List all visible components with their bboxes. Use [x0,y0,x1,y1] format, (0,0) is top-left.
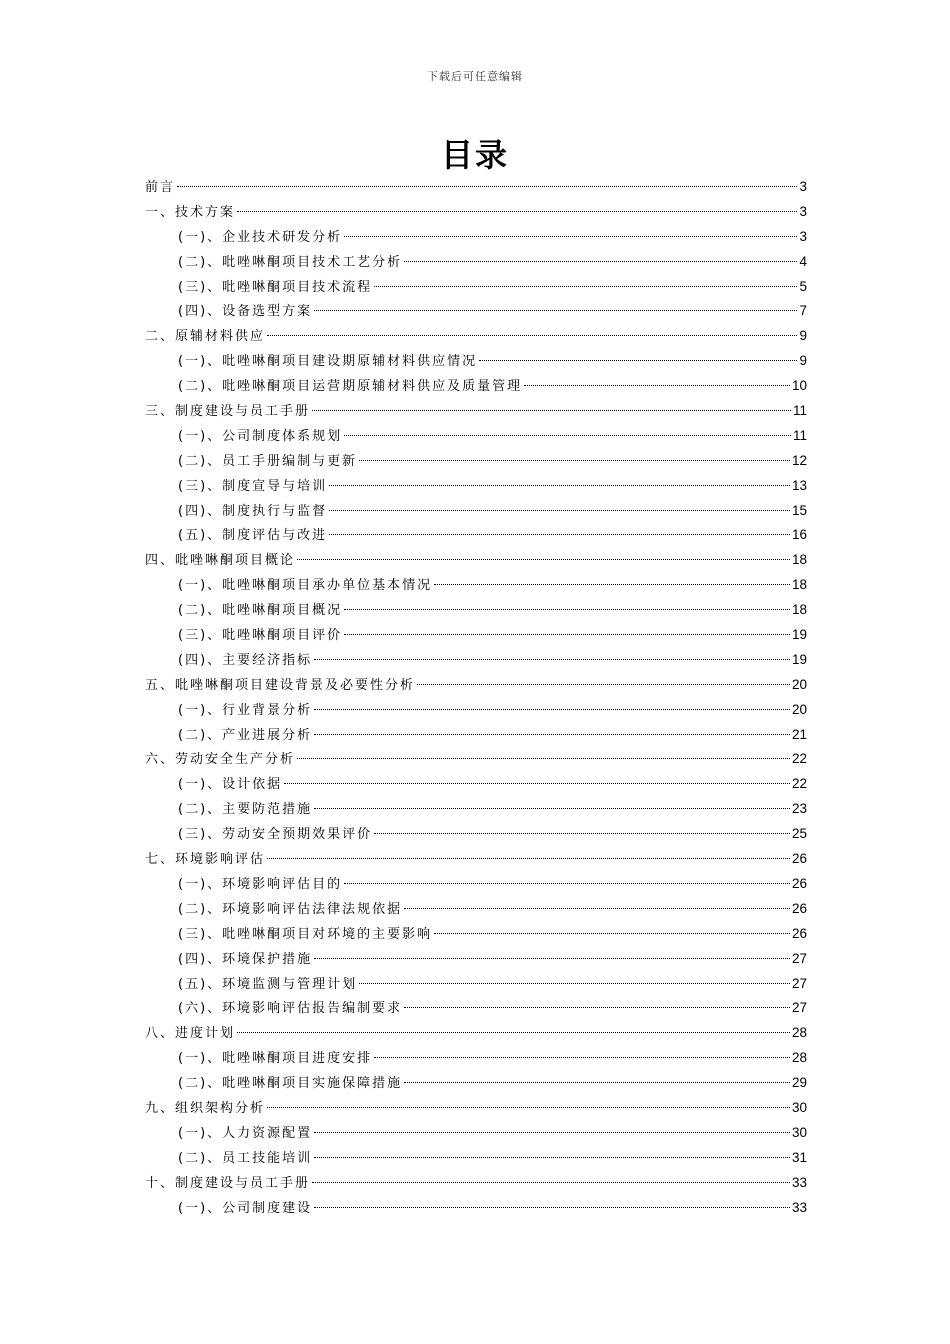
toc-entry-page-number: 31 [791,1149,807,1165]
toc-entry-page-number: 9 [799,353,807,369]
toc-entry-page-number: 20 [791,676,807,692]
toc-entry-page-number: 18 [791,552,807,568]
toc-subsection-entry[interactable] [145,450,807,475]
toc-section-entry[interactable] [145,400,807,425]
toc-entry-label: 四、吡唑啉酮项目概论 [145,553,296,569]
toc-entry-label: 前言 [145,180,176,195]
toc-subsection-entry[interactable] [145,1122,807,1147]
toc-entry-label: (四)、制度执行与监督 [178,503,328,519]
toc-dot-leader [314,808,790,809]
toc-dot-leader [404,908,790,909]
toc-entry-label: (五)、环境监测与管理计划 [178,976,358,992]
toc-entry-label: (一)、吡唑啉酮项目进度安排 [178,1051,373,1067]
toc-subsection-entry[interactable] [145,251,807,276]
toc-subsection-entry[interactable] [145,375,807,400]
toc-entry-label: 九、组织架构分析 [145,1100,266,1116]
toc-entry-label: 七、环境影响评估 [145,852,266,868]
toc-dot-leader [329,534,790,535]
toc-dot-leader [312,1182,790,1183]
toc-dot-leader [314,310,797,311]
toc-entry-label: 一、技术方案 [145,204,236,220]
toc-entry-page-number: 9 [799,328,807,344]
toc-dot-leader [329,510,790,511]
toc-entry-page-number: 33 [791,1174,807,1190]
toc-dot-leader [314,958,790,959]
toc-dot-leader [284,783,790,784]
toc-subsection-entry[interactable] [145,997,807,1022]
toc-subsection-entry[interactable] [145,276,807,301]
toc-entry-label: (一)、吡唑啉酮项目建设期原辅材料供应情况 [178,354,478,370]
toc-subsection-entry[interactable] [145,1047,807,1072]
toc-entry-page-number: 28 [791,1050,807,1066]
toc-entry-label: (三)、吡唑啉酮项目对环境的主要影响 [178,926,433,942]
toc-subsection-entry[interactable] [145,524,807,549]
toc-entry-label: (二)、主要防范措施 [178,802,313,818]
toc-entry-page-number: 29 [791,1075,807,1091]
toc-dot-leader [314,1132,790,1133]
toc-subsection-entry[interactable] [145,773,807,798]
toc-entry-page-number: 19 [791,651,807,667]
toc-entry-page-number: 18 [791,577,807,593]
toc-dot-leader [314,709,790,710]
toc-entry-label: (二)、吡唑啉酮项目概况 [178,603,343,619]
toc-title: 目录 [440,136,509,174]
toc-entry-page-number: 3 [799,179,807,194]
toc-list [145,176,807,1221]
toc-entry-label: (一)、公司制度建设 [178,1200,313,1216]
toc-subsection-entry[interactable] [145,599,807,624]
toc-dot-leader [374,833,790,834]
toc-dot-leader [297,758,790,759]
toc-subsection-entry[interactable] [145,574,807,599]
toc-dot-leader [417,684,790,685]
toc-dot-leader [404,1082,790,1083]
toc-entry-page-number: 21 [791,726,807,742]
toc-section-entry[interactable] [145,848,807,873]
toc-dot-leader [344,609,790,610]
toc-dot-leader [297,559,790,560]
toc-entry-label: (四)、主要经济指标 [178,652,313,668]
toc-subsection-entry[interactable] [145,823,807,848]
toc-dot-leader [404,261,797,262]
toc-entry-label: (六)、环境影响评估报告编制要求 [178,1001,403,1017]
toc-subsection-entry[interactable] [145,973,807,998]
toc-entry-page-number: 27 [791,950,807,966]
toc-subsection-entry[interactable] [145,798,807,823]
toc-entry-page-number: 19 [791,627,807,643]
toc-subsection-entry[interactable] [145,226,807,251]
toc-entry-page-number: 4 [799,253,807,269]
toc-section-entry[interactable] [145,748,807,773]
toc-entry-page-number: 33 [791,1199,807,1215]
toc-entry-page-number: 26 [791,875,807,891]
toc-subsection-entry[interactable] [145,300,807,325]
toc-subsection-entry[interactable] [145,475,807,500]
toc-entry-page-number: 20 [791,701,807,717]
toc-dot-leader [374,1057,790,1058]
toc-entry-label: (四)、环境保护措施 [178,951,313,967]
toc-entry-page-number: 18 [791,602,807,618]
toc-entry-label: (三)、吡唑啉酮项目技术流程 [178,279,373,295]
toc-subsection-entry[interactable] [145,898,807,923]
toc-entry-page-number: 23 [791,801,807,817]
toc-entry-page-number: 22 [791,751,807,767]
toc-subsection-entry[interactable] [145,624,807,649]
toc-section-entry[interactable] [145,674,807,699]
toc-entry-page-number: 15 [791,502,807,518]
toc-entry-label: (五)、制度评估与改进 [178,528,328,544]
toc-subsection-entry[interactable] [145,649,807,674]
toc-entry-label: (一)、企业技术研发分析 [178,229,343,245]
toc-entry-label: (二)、产业进展分析 [178,727,313,743]
toc-entry-page-number: 7 [799,303,807,319]
toc-dot-leader [404,1007,790,1008]
toc-subsection-entry[interactable] [145,873,807,898]
toc-subsection-entry[interactable] [145,1147,807,1172]
toc-dot-leader [344,236,797,237]
toc-entry-label: (二)、吡唑啉酮项目技术工艺分析 [178,254,403,270]
toc-subsection-entry[interactable] [145,699,807,724]
toc-entry-page-number: 30 [791,1124,807,1140]
toc-subsection-entry[interactable] [145,923,807,948]
toc-entry-page-number: 25 [791,826,807,842]
toc-entry-page-number: 26 [791,851,807,867]
toc-dot-leader [237,1032,790,1033]
toc-dot-leader [329,485,790,486]
toc-section-entry[interactable] [145,325,807,350]
toc-entry-page-number: 22 [791,776,807,792]
toc-entry-page-number: 13 [791,477,807,493]
toc-dot-leader [479,360,797,361]
toc-entry-label: (四)、设备选型方案 [178,304,313,320]
toc-entry-label: (一)、公司制度体系规划 [178,428,343,444]
toc-entry-page-number: 5 [799,278,807,294]
toc-dot-leader [314,1207,790,1208]
toc-section-entry[interactable] [145,1172,807,1197]
toc-dot-leader [524,385,790,386]
toc-subsection-entry[interactable] [145,948,807,973]
toc-entry-label: (一)、行业背景分析 [178,702,313,718]
toc-entry-label: (二)、员工手册编制与更新 [178,453,358,469]
toc-dot-leader [344,883,790,884]
toc-dot-leader [267,858,790,859]
toc-entry-page-number: 16 [791,527,807,543]
toc-entry-label: (三)、劳动安全预期效果评价 [178,827,373,843]
toc-dot-leader [267,335,797,336]
toc-entry-page-number: 27 [791,1000,807,1016]
toc-entry-label: 六、劳动安全生产分析 [145,752,296,768]
toc-dot-leader [374,286,797,287]
toc-subsection-entry[interactable] [145,350,807,375]
toc-dot-leader [312,410,791,411]
toc-entry-page-number: 11 [792,427,807,443]
toc-entry-page-number: 26 [791,900,807,916]
toc-dot-leader [237,211,797,212]
toc-entry-label: (一)、设计依据 [178,777,283,793]
toc-section-entry[interactable] [145,549,807,574]
toc-entry-label: (二)、环境影响评估法律法规依据 [178,901,403,917]
toc-entry-label: 二、原辅材料供应 [145,329,266,345]
toc-section-entry[interactable] [145,176,807,201]
toc-entry-label: (三)、吡唑啉酮项目评价 [178,628,343,644]
toc-entry-label: 十、制度建设与员工手册 [145,1175,311,1191]
toc-entry-page-number: 26 [791,925,807,941]
toc-entry-label: 五、吡唑啉酮项目建设背景及必要性分析 [145,677,416,693]
toc-entry-label: (一)、吡唑啉酮项目承办单位基本情况 [178,578,433,594]
toc-subsection-entry[interactable] [145,1197,807,1222]
toc-entry-label: (一)、环境影响评估目的 [178,876,343,892]
toc-entry-page-number: 30 [791,1099,807,1115]
toc-entry-page-number: 3 [799,203,807,219]
toc-dot-leader [344,634,790,635]
toc-dot-leader [314,734,790,735]
header-note: 下载后可任意编辑 [427,70,523,83]
toc-entry-label: (一)、人力资源配置 [178,1125,313,1141]
toc-dot-leader [359,460,790,461]
toc-dot-leader [177,186,797,187]
toc-entry-label: (二)、员工技能培训 [178,1150,313,1166]
toc-dot-leader [434,584,790,585]
toc-dot-leader [344,435,791,436]
toc-section-entry[interactable] [145,1097,807,1122]
toc-entry-page-number: 28 [791,1025,807,1041]
toc-section-entry[interactable] [145,201,807,226]
toc-subsection-entry[interactable] [145,724,807,749]
toc-entry-page-number: 3 [799,228,807,244]
toc-entry-page-number: 12 [791,452,807,468]
toc-entry-label: 八、进度计划 [145,1026,236,1042]
toc-entry-page-number: 10 [791,378,807,394]
toc-dot-leader [434,933,790,934]
toc-entry-label: (二)、吡唑啉酮项目运营期原辅材料供应及质量管理 [178,379,523,395]
toc-dot-leader [267,1107,790,1108]
toc-entry-label: 三、制度建设与员工手册 [145,404,311,420]
toc-dot-leader [314,659,790,660]
toc-dot-leader [359,983,790,984]
toc-subsection-entry[interactable] [145,425,807,450]
toc-subsection-entry[interactable] [145,1072,807,1097]
toc-entry-page-number: 11 [792,403,807,419]
toc-entry-page-number: 27 [791,975,807,991]
toc-subsection-entry[interactable] [145,500,807,525]
toc-dot-leader [314,1157,790,1158]
toc-entry-label: (二)、吡唑啉酮项目实施保障措施 [178,1076,403,1092]
toc-section-entry[interactable] [145,1022,807,1047]
toc-entry-label: (三)、制度宣导与培训 [178,478,328,494]
